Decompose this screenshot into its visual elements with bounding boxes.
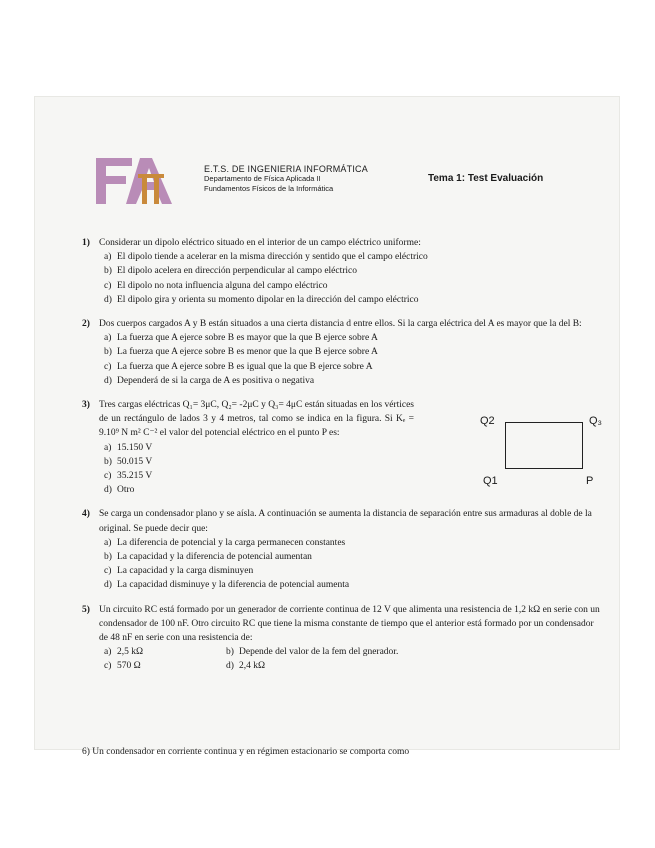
label-q1: Q1 xyxy=(483,475,498,488)
question-text: Dos cuerpos cargados A y B están situados a una cierta distancia d entre ellos. Si la carga eléctrica del A es mayor que la del B: xyxy=(99,319,582,330)
subject-name: Fundamentos Físicos de la Informática xyxy=(204,184,334,193)
option-text: Otro xyxy=(117,485,135,496)
option-letter: c) xyxy=(104,280,112,291)
label-q3: Q₃ xyxy=(589,415,603,428)
options-list xyxy=(104,536,602,593)
option-text: 2,5 kΩ xyxy=(117,647,144,658)
option-b[interactable] xyxy=(104,345,602,359)
option-text: Dependerá de si la carga de A es positiva o negativa xyxy=(117,375,315,386)
options-list xyxy=(104,250,602,307)
option-letter: d) xyxy=(104,294,112,305)
option-letter: a) xyxy=(104,647,112,658)
label-q2: Q2 xyxy=(480,415,495,428)
option-text: El dipolo acelera en dirección perpendicular al campo eléctrico xyxy=(117,266,358,277)
option-letter: b) xyxy=(104,456,112,467)
option-letter: d) xyxy=(104,485,112,496)
header-block xyxy=(204,164,368,194)
charges-rectangle-figure xyxy=(480,408,603,488)
option-text: La capacidad y la diferencia de potencial aumentan xyxy=(117,552,312,563)
question-number: 4) xyxy=(82,509,90,520)
option-letter: b) xyxy=(104,347,112,358)
option-b[interactable] xyxy=(104,550,602,564)
test-title: Tema 1: Test Evaluación xyxy=(428,173,544,184)
option-letter: d) xyxy=(226,661,234,672)
institution-name: E.T.S. DE INGENIERIA INFORMÁTICA xyxy=(204,164,368,174)
rectangle-outline xyxy=(505,422,583,469)
question-text: Considerar un dipolo eléctrico situado en el interior de un campo eléctrico uniforme: xyxy=(99,238,421,248)
option-text: La fuerza que A ejerce sobre B es igual que la que B ejerce sobre A xyxy=(117,361,373,372)
option-text: La capacidad disminuye y la diferencia de potencial aumenta xyxy=(117,580,350,591)
question-number: 1) xyxy=(82,238,90,248)
option-a[interactable] xyxy=(104,645,226,659)
option-letter: b) xyxy=(104,552,112,563)
option-letter: c) xyxy=(104,361,112,372)
question-number: 2) xyxy=(82,319,90,330)
option-d[interactable] xyxy=(104,578,602,592)
question-text: Se carga un condensador plano y se aísla. A continuación se aumenta la distancia de separación entre sus armaduras al doble de la original. Se puede decir que: xyxy=(99,509,592,534)
option-letter: c) xyxy=(104,471,112,482)
option-letter: b) xyxy=(104,266,112,277)
option-letter: d) xyxy=(104,580,112,591)
option-b[interactable] xyxy=(104,264,602,278)
option-text: La fuerza que A ejerce sobre B es menor que la que B ejerce sobre A xyxy=(117,347,378,358)
option-text: 35.215 V xyxy=(117,471,153,482)
question-3 xyxy=(82,398,602,497)
option-text: El dipolo tiende a acelerar en la misma dirección y sentido que el campo eléctrico xyxy=(117,252,428,263)
option-letter: b) xyxy=(226,647,234,658)
option-letter: a) xyxy=(104,442,112,453)
option-letter: c) xyxy=(104,661,112,672)
option-letter: a) xyxy=(104,333,112,344)
option-c[interactable] xyxy=(104,279,602,293)
cut-off-question-line xyxy=(82,742,602,756)
department-name: Departamento de Física Aplicada II xyxy=(204,174,321,183)
question-text: Un circuito RC está formado por un generador de corriente continua de 12 V que alimenta una resistencia de 1,2 kΩ en serie con un condensador de 100 nF. Otro circuito RC que tiene la misma constante de tiempo que el anterior está formado por un condensador de 48 nF en serie con una resistencia de: xyxy=(99,604,600,644)
department-logo xyxy=(92,154,184,206)
exam-sheet xyxy=(34,96,620,757)
option-c[interactable] xyxy=(104,564,602,578)
question-5 xyxy=(82,603,602,674)
option-c[interactable] xyxy=(104,360,602,374)
option-text: 15.150 V xyxy=(117,442,153,453)
question-4 xyxy=(82,507,602,592)
cut-off-text: 6) Un condensador en corriente continua y en régimen estacionario se comporta como xyxy=(82,747,410,757)
questions-list xyxy=(82,236,602,684)
question-2 xyxy=(82,317,602,388)
option-text: 2,4 kΩ xyxy=(239,661,266,672)
option-text: La fuerza que A ejerce sobre B es mayor que la que B ejerce sobre A xyxy=(117,333,378,344)
option-text: La capacidad y la carga disminuyen xyxy=(117,566,254,577)
option-d[interactable] xyxy=(104,293,602,307)
option-b[interactable] xyxy=(226,645,398,659)
label-p: P xyxy=(586,475,594,488)
option-a[interactable] xyxy=(104,250,602,264)
question-text: Tres cargas eléctricas Q₁= 3μC, Q₂= -2μC y Q₃= 4μC están situadas en los vértices de un rectángulo de lados 3 y 4 metros, tal como se indica en la figura. Si Kₑ = 9.10⁹ N m² C⁻² el valor del potencial eléctrico en el punto P es: xyxy=(99,400,414,439)
option-letter: a) xyxy=(104,252,112,263)
options-list xyxy=(104,331,602,388)
option-text: El dipolo no nota influencia alguna del campo eléctrico xyxy=(117,280,328,291)
option-c[interactable] xyxy=(104,659,226,673)
question-number: 3) xyxy=(82,400,90,411)
options-grid xyxy=(104,645,602,673)
option-letter: a) xyxy=(104,537,112,548)
option-d[interactable] xyxy=(104,374,602,388)
option-a[interactable] xyxy=(104,536,602,550)
option-text: Depende del valor de la fem del gnerador. xyxy=(239,647,399,658)
option-text: El dipolo gira y orienta su momento dipolar en la dirección del campo eléctrico xyxy=(117,294,419,305)
option-letter: d) xyxy=(104,375,112,386)
option-text: 50.015 V xyxy=(117,456,153,467)
option-d[interactable] xyxy=(226,659,265,673)
option-text: La diferencia de potencial y la carga permanecen constantes xyxy=(117,537,346,548)
option-letter: c) xyxy=(104,566,112,577)
question-1 xyxy=(82,236,602,307)
option-a[interactable] xyxy=(104,331,602,345)
option-text: 570 Ω xyxy=(117,661,141,672)
question-number: 5) xyxy=(82,604,90,615)
